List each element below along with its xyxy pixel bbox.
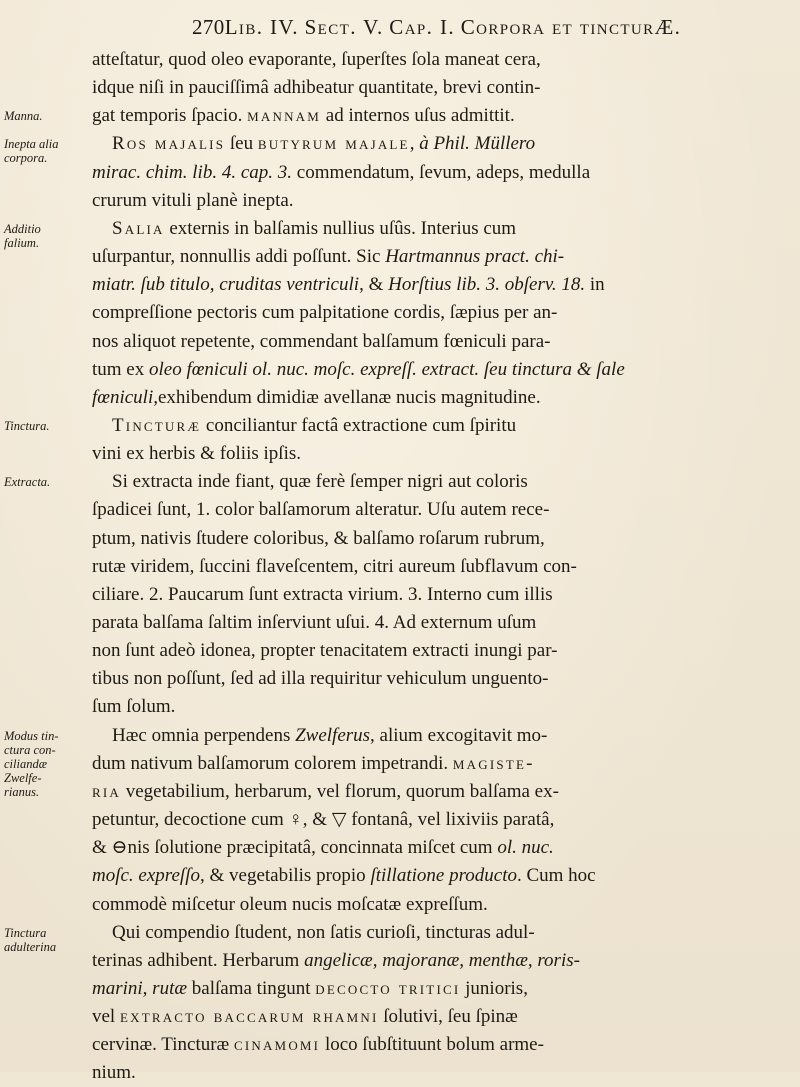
text-segment: ſpadicei ſunt, 1. color balſamorum alteratur. Uſu autem rece-	[92, 499, 550, 520]
margin-note-inepta	[4, 137, 84, 165]
margin-note-line: Manna.	[4, 109, 43, 123]
text-line	[112, 130, 535, 158]
text-line	[92, 581, 553, 609]
text-segment: Si extracta inde fiant, quæ ferè ſemper nigri aut coloris	[112, 471, 528, 492]
text-line	[92, 975, 528, 1003]
text-segment: vel	[92, 1006, 120, 1027]
text-segment: gat temporis ſpacio.	[92, 105, 248, 126]
text-segment: commendatum, ſevum, adeps, medulla	[292, 162, 591, 183]
margin-note-line: Inepta alia	[4, 137, 59, 151]
text-segment: ptum, nativis ſtudere coloribus, & balſamo roſarum rubrum,	[92, 528, 545, 549]
text-segment: mannam	[247, 105, 322, 126]
text-segment: Zwelferus	[295, 725, 371, 746]
text-segment: atteſtatur, quod oleo evaporante, ſuperſtes ſola maneat cera,	[92, 49, 541, 70]
text-segment: Qui compendio ſtudent, non ſatis curioſi, tincturas adul-	[112, 922, 535, 943]
text-line	[92, 187, 294, 215]
text-line	[92, 356, 625, 384]
text-segment: decocto tritici	[315, 978, 461, 999]
book-number: Lib. IV.	[224, 15, 299, 39]
text-segment: non ſunt adeò idonea, propter tenacitatem extracti inungi par-	[92, 640, 558, 661]
text-segment: idque niſi in pauciſſimâ adhibeatur quantitate, brevi contin-	[92, 77, 541, 98]
text-segment: , & vegetabilis propio	[199, 865, 371, 886]
text-line	[92, 750, 535, 778]
text-segment: in	[585, 274, 605, 295]
text-line	[92, 778, 559, 806]
running-title-end: Æ.	[654, 15, 682, 39]
text-segment: uſurpantur, nonnullis addi poſſunt. Sic	[92, 246, 386, 267]
text-segment: miatr. ſub titulo, cruditas ventriculi	[92, 274, 360, 295]
text-line	[92, 102, 515, 130]
text-segment: exhibendum dimidiæ avellanæ nucis magnitudine.	[157, 387, 541, 408]
chapter-number: Cap. I.	[389, 15, 456, 39]
margin-note-additio	[4, 222, 84, 250]
text-line	[92, 834, 554, 862]
text-segment: ſolutivi, ſeu ſpinæ	[378, 1006, 518, 1027]
text-segment: Hæc omnia perpendens	[112, 725, 296, 746]
text-line	[92, 891, 488, 919]
margin-note-line: falium.	[4, 236, 40, 250]
text-segment: , &	[359, 274, 389, 295]
text-line	[92, 46, 541, 74]
text-segment: rutæ viridem, ſuccini flaveſcentem, citri aureum ſubflavum con-	[92, 556, 577, 577]
text-line	[92, 243, 564, 271]
margin-note-manna	[4, 109, 84, 123]
text-line	[92, 1031, 544, 1059]
text-line	[92, 271, 605, 299]
text-segment: oleo fœniculi ol. nuc. moſc. expreſſ. extract. ſeu tinctura & ſale	[149, 359, 625, 380]
text-segment: ,	[409, 133, 420, 154]
margin-note-line: Additio	[4, 222, 41, 236]
text-segment: Horſtius lib. 3. obſerv. 18.	[388, 274, 586, 295]
margin-note-line: adulterina	[4, 940, 57, 954]
text-segment: extracto baccarum rhamni	[119, 1006, 379, 1027]
text-segment: vegetabilium, herbarum, vel florum, quorum balſama ex-	[121, 781, 559, 802]
margin-note-line: corpora.	[4, 151, 48, 165]
text-line	[92, 384, 541, 412]
body-text	[92, 0, 782, 1083]
text-line	[112, 468, 528, 496]
text-segment: ſeu	[225, 133, 258, 154]
text-line	[92, 553, 577, 581]
text-line	[112, 412, 516, 440]
text-segment: Ros majalis	[112, 133, 226, 154]
text-segment: compreſſione pectoris cum palpitatione cordis, ſæpius per an-	[92, 302, 558, 323]
margin-note-modus	[4, 729, 84, 799]
text-line	[92, 299, 557, 327]
text-segment: tibus non poſſunt, ſed ad illa requiritur vehiculum unguento-	[92, 668, 549, 689]
text-segment: externis in balſamis nullius uſûs. Interius cum	[164, 218, 517, 239]
margin-notes	[4, 0, 84, 1072]
text-segment: cinamomi	[233, 1034, 321, 1055]
text-segment: junioris,	[460, 978, 528, 999]
margin-note-line: Extracta.	[4, 475, 51, 489]
margin-note-line: rianus.	[4, 785, 40, 799]
text-segment: terinas adhibent. Herbarum	[92, 950, 305, 971]
text-segment: butyrum majale	[257, 133, 410, 154]
text-line	[92, 693, 175, 721]
text-segment: & ⊖nis ſolutione præcipitatâ, concinnata miſcet cum	[92, 837, 498, 858]
text-segment: ſtillatione producto	[370, 865, 517, 886]
text-line	[92, 1003, 518, 1031]
text-segment: ciliare. 2. Paucarum ſunt extracta virium. 3. Interno cum illis	[92, 584, 553, 605]
text-segment: ol. nuc.	[497, 837, 554, 858]
text-line	[92, 159, 590, 187]
text-segment: ria	[92, 781, 121, 802]
section-number: Sect. V.	[304, 15, 384, 39]
text-segment: parata balſama ſaltim inſerviunt uſui. 4. Ad externum uſum	[92, 612, 537, 633]
margin-note-line: ctura con-	[4, 743, 56, 757]
text-segment: loco ſubſtituunt bolum arme-	[320, 1034, 544, 1055]
margin-note-line: Tinctura	[4, 926, 47, 940]
margin-note-line: Tinctura.	[4, 419, 50, 433]
text-line	[112, 722, 547, 750]
text-segment: Salia	[112, 218, 165, 239]
page-number: 270	[192, 15, 225, 39]
text-line	[92, 1059, 136, 1087]
text-segment: commodè miſcetur oleum nucis moſcatæ expreſſum.	[92, 894, 488, 915]
text-line	[92, 496, 549, 524]
text-segment: balſama tingunt	[187, 978, 316, 999]
text-segment: moſc. expreſſo	[92, 865, 200, 886]
margin-note-extracta	[4, 475, 84, 489]
text-line	[92, 862, 596, 890]
text-segment: fœniculi,	[92, 387, 158, 408]
text-line	[92, 609, 536, 637]
text-segment: nium.	[92, 1062, 136, 1083]
text-line	[92, 947, 580, 975]
text-segment: marini, rutæ	[92, 978, 188, 999]
text-line	[92, 665, 548, 693]
text-line	[92, 328, 551, 356]
text-segment: petuntur, decoctione cum ♀, & ▽ fontanâ, vel lixiviis paratâ,	[92, 809, 555, 830]
text-line	[92, 806, 554, 834]
text-segment: conciliantur factâ extractione cum ſpiritu	[201, 415, 517, 436]
text-segment: ad internos uſus admittit.	[321, 105, 515, 126]
text-segment: mirac. chim. lib. 4. cap. 3.	[92, 162, 293, 183]
text-line	[112, 919, 535, 947]
text-segment: cervinæ. Tincturæ	[92, 1034, 234, 1055]
margin-note-line: Modus tin-	[4, 729, 59, 743]
margin-note-tinctura	[4, 419, 84, 433]
text-segment: Tincturæ	[112, 415, 202, 436]
text-line	[112, 215, 516, 243]
text-segment: nos aliquot repetente, commendant balſamum fœniculi para-	[92, 331, 551, 352]
text-segment: angelicæ, majoranæ, menthæ, roris-	[304, 950, 580, 971]
text-line	[92, 525, 545, 553]
text-segment: vini ex herbis & foliis ipſis.	[92, 443, 301, 464]
text-segment: crurum vituli planè inepta.	[92, 190, 294, 211]
text-line	[92, 74, 540, 102]
text-line	[92, 440, 301, 468]
text-segment: . Cum hoc	[516, 865, 596, 886]
text-segment: magiste-	[452, 753, 535, 774]
running-title: Corpora et tinctur	[460, 15, 655, 39]
text-segment: ſum ſolum.	[92, 696, 176, 717]
text-segment: tum ex	[92, 359, 149, 380]
text-segment: , alium excogitavit mo-	[370, 725, 548, 746]
text-segment: Hartmannus pract. chi-	[385, 246, 565, 267]
margin-note-adulterina	[4, 926, 84, 954]
margin-note-line: Zwelfe-	[4, 771, 42, 785]
text-line	[92, 637, 557, 665]
text-segment: à Phil. Müllero	[419, 133, 536, 154]
text-segment: dum nativum balſamorum colorem impetrandi.	[92, 753, 453, 774]
margin-note-line: ciliandæ	[4, 757, 48, 771]
